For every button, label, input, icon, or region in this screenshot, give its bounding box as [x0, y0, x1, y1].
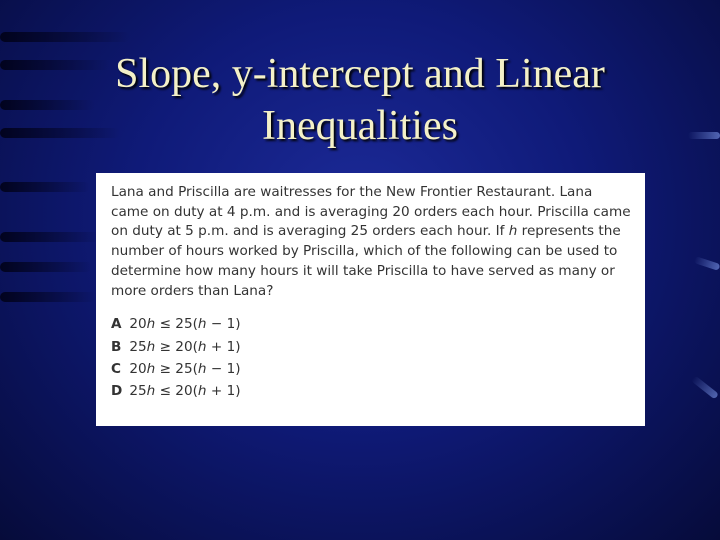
choice-letter: B — [111, 338, 122, 355]
choice-term: ≥ 20( — [155, 338, 198, 355]
choice-term: 25 — [129, 383, 147, 400]
choice-term: ≥ 25( — [155, 361, 198, 378]
choice-letter: A — [111, 316, 122, 333]
choice-term: ≤ 25( — [155, 316, 198, 333]
decorative-streak — [0, 232, 100, 242]
choice-term: 20 — [129, 361, 147, 378]
answer-choices — [111, 313, 633, 403]
choice-term: ≤ 20( — [155, 383, 198, 400]
question-text — [111, 183, 633, 301]
choice-term: − 1) — [206, 361, 241, 378]
choice-variable: h — [197, 338, 207, 355]
choice-variable: h — [146, 338, 156, 355]
choice-term: + 1) — [206, 338, 241, 355]
decorative-streak — [694, 256, 720, 271]
problem-panel — [96, 173, 645, 426]
choice-variable: h — [197, 361, 207, 378]
choice-variable: h — [146, 383, 156, 400]
choice-term: 20 — [129, 316, 147, 333]
answer-choice-a — [111, 313, 633, 335]
decorative-streak — [0, 292, 96, 302]
choice-variable: h — [197, 316, 207, 333]
choice-term: + 1) — [206, 383, 241, 400]
slide-title-line: Slope, y-intercept and Linear — [115, 51, 605, 97]
question-variable: h — [508, 223, 518, 240]
decorative-streak — [0, 182, 90, 192]
choice-letter: D — [111, 383, 123, 400]
decorative-streak — [0, 32, 130, 42]
decorative-streak — [691, 376, 719, 400]
choice-term: − 1) — [206, 316, 241, 333]
choice-variable: h — [146, 316, 156, 333]
choice-variable: h — [197, 383, 207, 400]
decorative-streak — [0, 262, 92, 272]
answer-choice-c — [111, 358, 633, 380]
choice-variable: h — [146, 361, 156, 378]
choice-term: 25 — [129, 338, 147, 355]
answer-choice-b — [111, 336, 633, 358]
slide-title-line: Inequalities — [262, 103, 458, 149]
choice-letter: C — [111, 361, 121, 378]
answer-choice-d — [111, 380, 633, 402]
slide-title — [0, 48, 720, 152]
question-part: represents the number of hours worked by Priscilla, which of the following can be used to determine how many hours it will take Priscilla to have served as many or more orders than Lana? — [111, 223, 621, 299]
question-part: Lana and Priscilla are waitresses for the New Frontier Restaurant. Lana came on duty at 4 p.m. and is averaging 20 orders each hour. Priscilla came on duty at 5 p.m. and is averaging 25 orders each hour. If — [111, 184, 631, 240]
